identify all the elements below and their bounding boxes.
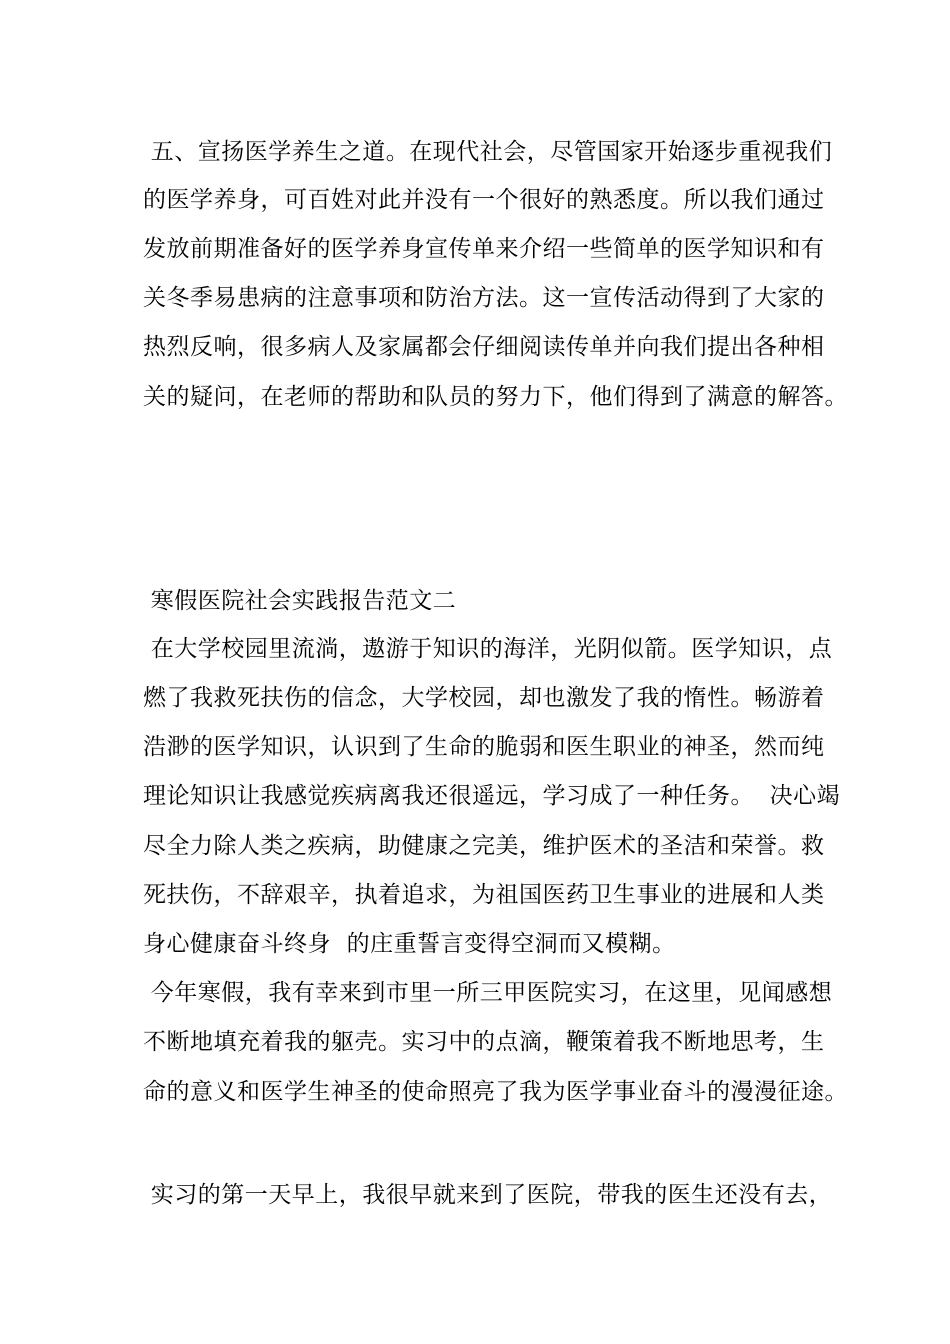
- text-line: 浩渺的医学知识，认识到了生命的脆弱和医生职业的神圣，然而纯: [143, 734, 825, 760]
- text-line: 今年寒假，我有幸来到市里一所三甲医院实习，在这里，见闻感想: [143, 980, 833, 1006]
- section-title: 寒假医院社会实践报告范文二: [143, 588, 457, 614]
- text-line: 五、宣扬医学养生之道。在现代社会，尽管国家开始逐步重视我们: [143, 139, 833, 165]
- text-line: 命的意义和医学生神圣的使命照亮了我为医学事业奋斗的漫漫征途。: [143, 1079, 848, 1105]
- text-line: 不断地填充着我的躯壳。实习中的点滴，鞭策着我不断地思考，生: [143, 1029, 825, 1055]
- text-line: 关的疑问，在老师的帮助和队员的努力下，他们得到了满意的解答。: [143, 384, 848, 410]
- text-line: 的医学养身，可百姓对此并没有一个很好的熟悉度。所以我们通过: [143, 187, 825, 213]
- text-line: 发放前期准备好的医学养身宣传单来介绍一些简单的医学知识和有: [143, 236, 825, 262]
- text-line: 身心健康奋斗终身 的庄重誓言变得空洞而又模糊。: [143, 931, 676, 957]
- text-line: 实习的第一天早上，我很早就来到了医院，带我的医生还没有去，: [143, 1182, 833, 1208]
- text-line: 死扶伤，不辞艰辛，执着追求，为祖国医药卫生事业的进展和人类: [143, 882, 825, 908]
- text-line: 热烈反响，很多病人及家属都会仔细阅读传单并向我们提出各种相: [143, 334, 825, 360]
- text-line: 尽全力除人类之疾病，助健康之完美，维护医术的圣洁和荣誉。救: [143, 833, 825, 859]
- text-line: 理论知识让我感觉疾病离我还很遥远，学习成了一种任务。 决心竭: [143, 783, 841, 809]
- text-line: 燃了我救死扶伤的信念，大学校园，却也激发了我的惰性。畅游着: [143, 685, 825, 711]
- text-line: 关冬季易患病的注意事项和防治方法。这一宣传活动得到了大家的: [143, 285, 825, 311]
- text-line: 在大学校园里流淌，遨游于知识的海洋，光阴似箭。医学知识，点: [143, 636, 833, 662]
